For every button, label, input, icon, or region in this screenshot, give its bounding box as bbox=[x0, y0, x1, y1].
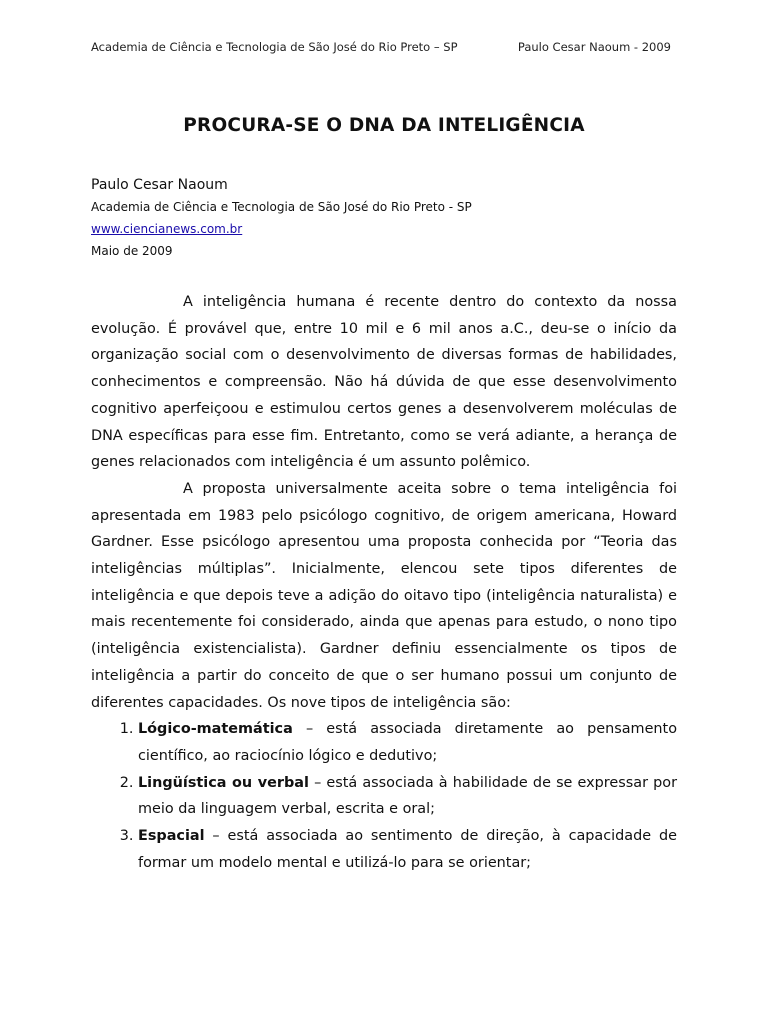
list-item-term: Lógico-matemática bbox=[138, 721, 293, 738]
institution-name: Academia de Ciência e Tecnologia de São José do Rio Preto - SP bbox=[91, 200, 472, 214]
intelligence-types-list bbox=[91, 716, 677, 876]
header-institution: Academia de Ciência e Tecnologia de São José do Rio Preto – SP bbox=[91, 40, 458, 54]
author-name: Paulo Cesar Naoum bbox=[91, 177, 228, 193]
list-item bbox=[138, 823, 677, 876]
list-item-term: Espacial bbox=[138, 828, 205, 845]
list-item-description: – está associada à habilidade de se expressar por meio da linguagem verbal, escrita e oral; bbox=[138, 774, 677, 818]
list-item-description: – está associada diretamente ao pensamento científico, ao raciocínio lógico e dedutivo; bbox=[138, 721, 677, 764]
website-link[interactable]: www.ciencianews.com.br bbox=[91, 222, 243, 236]
header-author-year: Paulo Cesar Naoum - 2009 bbox=[517, 40, 671, 54]
publication-date: Maio de 2009 bbox=[91, 244, 173, 258]
website-line bbox=[91, 218, 681, 240]
paragraph-intro: A inteligência humana é recente dentro do contexto da nossa evolução. É provável que, entre 10 mil e 6 mil anos a.C., deu-se o início da organização social com o desenvolvimento de diversas formas de habilidades, conhecimentos e compreensão. Não há dúvida de que esse desenvolvimento cognitivo aperfeiçoou e estimulou certos genes a desenvolverem moléculas de DNA específicas para esse fim. Entretanto, como se verá adiante, a herança de genes relacionados com inteligência é um assunto polêmico. bbox=[91, 294, 677, 471]
list-item-term: Lingüística ou verbal bbox=[138, 774, 309, 791]
list-item bbox=[138, 716, 677, 769]
document-title: PROCURA-SE O DNA DA INTELIGÊNCIA bbox=[183, 115, 585, 136]
paragraph-gardner: A proposta universalmente aceita sobre o tema inteligência foi apresentada em 1983 pelo psicólogo cognitivo, de origem americana, Howard Gardner. Esse psicólogo apresentou uma proposta conhecida por “Teoria das inteligências múltiplas”. Inicialmente, elencou sete tipos diferentes de inteligência e que depois teve a adição do oitavo tipo (inteligência naturalista) e mais recentemente foi considerado, ainda que apenas para estudo, o nono tipo (inteligência existencialista). Gardner definiu essencialmente os tipos de inteligência a partir do conceito de que o ser humano possui um conjunto de diferentes capacidades. Os nove tipos de inteligência são: bbox=[91, 480, 677, 711]
list-item bbox=[138, 770, 677, 823]
list-item-description: – está associada ao sentimento de direção, à capacidade de formar um modelo mental e utilizá-lo para se orientar; bbox=[138, 828, 677, 871]
document-body bbox=[91, 289, 677, 876]
running-header bbox=[91, 40, 671, 54]
document-meta bbox=[91, 174, 681, 262]
